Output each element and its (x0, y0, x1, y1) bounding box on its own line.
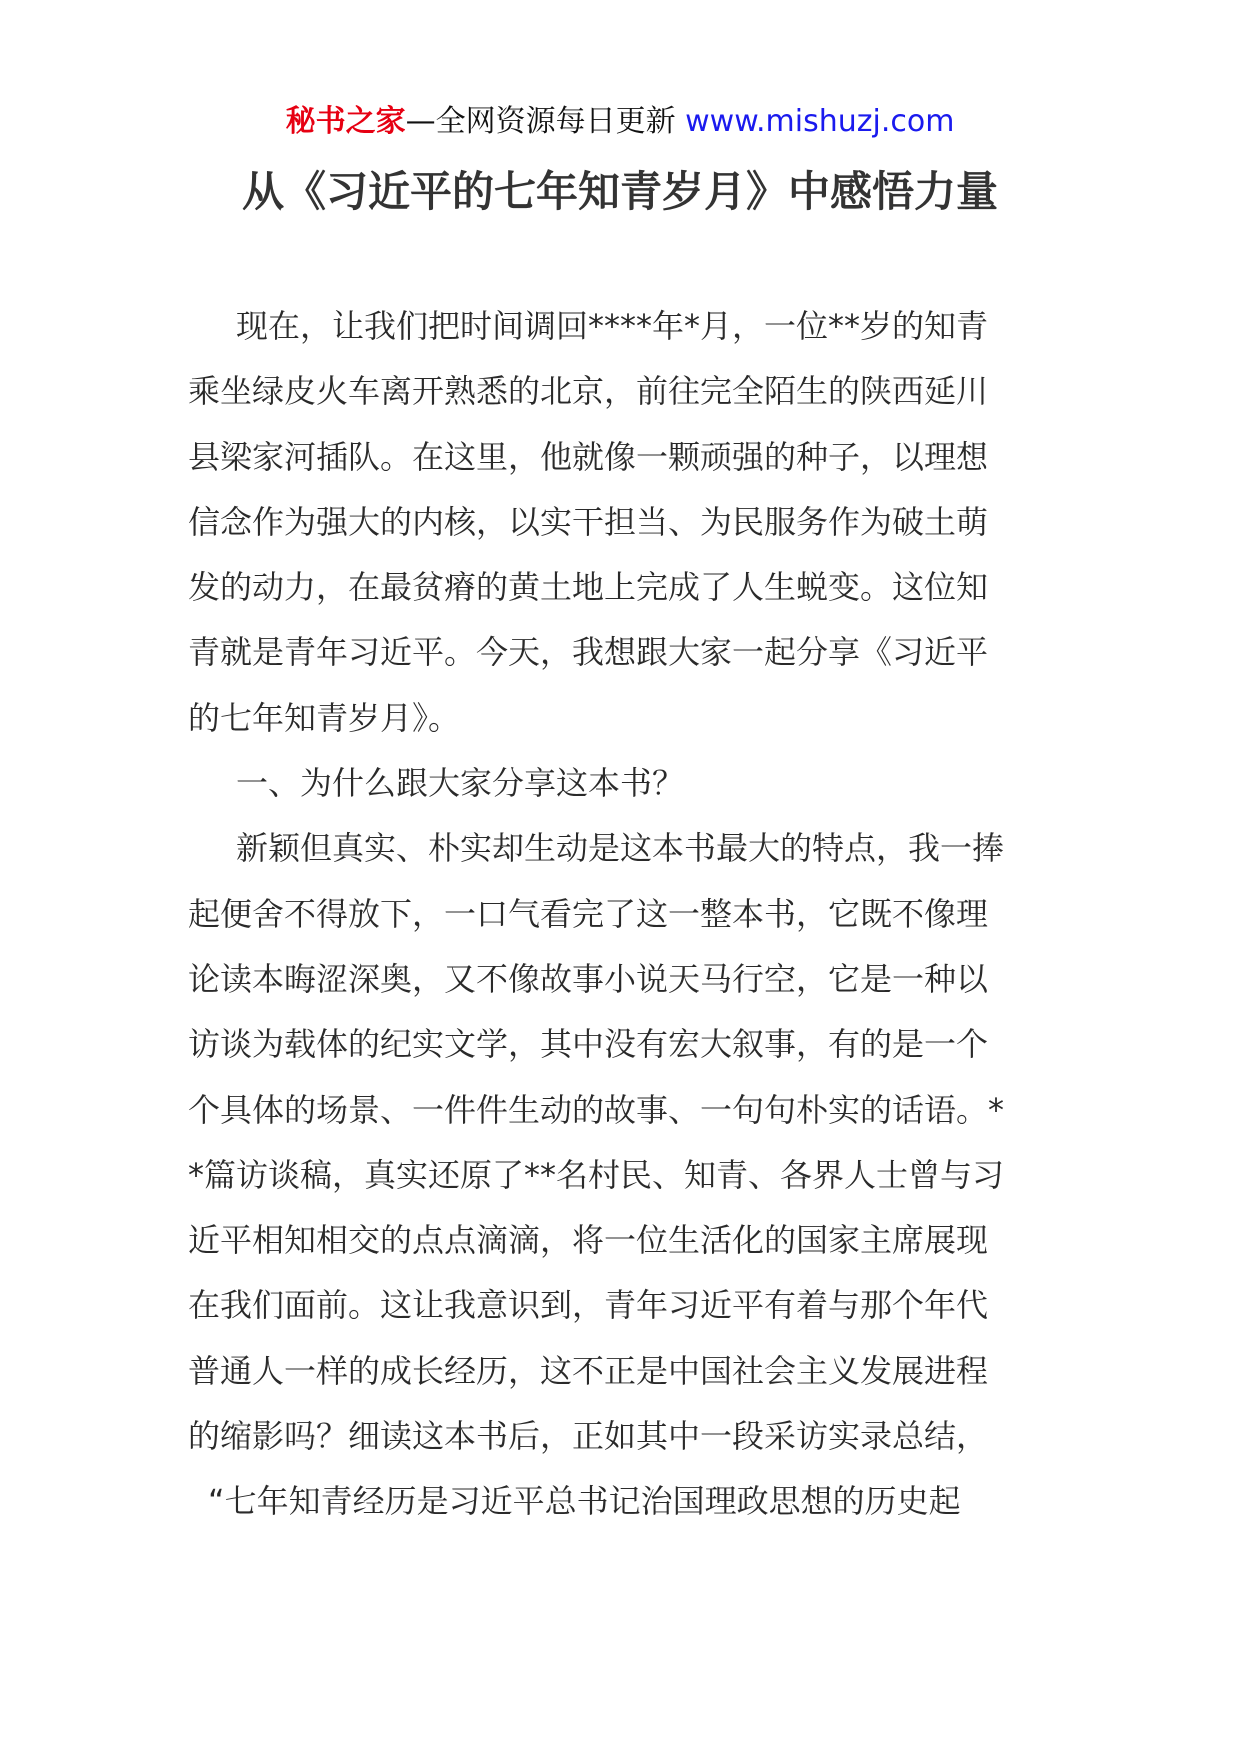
document-body (188, 294, 1048, 1535)
paragraph-line: 青就是青年习近平。今天，我想跟大家一起分享《习近平 (188, 633, 989, 672)
watermark-header (0, 100, 1240, 144)
paragraph-line: 普通人一样的成长经历，这不正是中国社会主义发展进程 (188, 1351, 989, 1390)
paragraph-line: 现在，让我们把时间调回****年*月，一位**岁的知青 (236, 307, 989, 345)
paragraph-line: 的缩影吗？细读这本书后，正如其中一段采访实录总结， (188, 1417, 989, 1456)
section-heading: 一、为什么跟大家分享这本书？ (236, 764, 685, 803)
paragraph-line: 乘坐绿皮火车离开熟悉的北京，前往完全陌生的陕西延川 (188, 372, 989, 411)
paragraph-line: “七年知青经历是习近平总书记治国理政思想的历史起 (208, 1482, 961, 1521)
paragraph-line: 的七年知青岁月》。 (188, 698, 461, 737)
paragraph-line: 新颖但真实、朴实却生动是这本书最大的特点，我一捧 (236, 829, 1005, 868)
paragraph-line: *篇访谈稿，真实还原了**名村民、知青、各界人士曾与习 (188, 1155, 1005, 1194)
paragraph-line: 信念作为强大的内核，以实干担当、为民服务作为破土萌 (188, 502, 989, 541)
document-title: 从《习近平的七年知青岁月》中感悟力量 (241, 167, 998, 216)
paragraph-line: 起便舍不得放下，一口气看完了这一整本书，它既不像理 (188, 894, 989, 933)
brand-name: 秘书之家 (285, 104, 406, 139)
paragraph-line: 访谈为载体的纪实文学，其中没有宏大叙事，有的是一个 (188, 1025, 989, 1064)
paragraph-line: 个具体的场景、一件件生动的故事、一句句朴实的话语。* (188, 1090, 1005, 1129)
paragraph-line: 发的动力，在最贫瘠的黄土地上完成了人生蜕变。这位知 (188, 568, 989, 607)
paragraph-line: 在我们面前。这让我意识到，青年习近平有着与那个年代 (188, 1286, 989, 1325)
paragraph-line: 近平相知相交的点点滴滴，将一位生活化的国家主席展现 (188, 1221, 989, 1260)
paragraph-line: 论读本晦涩深奥，又不像故事小说天马行空，它是一种以 (188, 959, 989, 998)
site-url-link[interactable]: www.mishuzj.com (685, 104, 955, 139)
paragraph-line: 县梁家河插队。在这里，他就像一颗顽强的种子，以理想 (188, 437, 989, 476)
header-tagline: —全网资源每日更新 (405, 104, 676, 139)
